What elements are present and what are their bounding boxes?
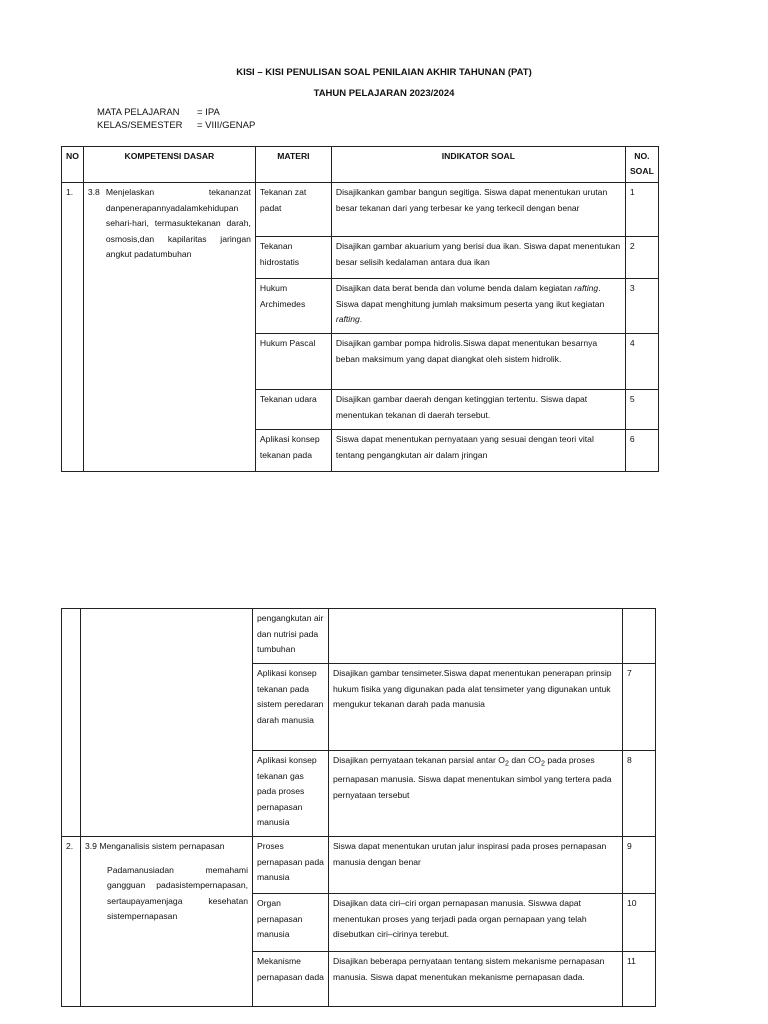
materi-cell: pengangkutan air dan nutrisi pada tumbuhan bbox=[253, 609, 329, 664]
indikator-cell: Disajikan data berat benda dan volume benda dalam kegiatan rafting. Siswa dapat menghitung jumlah maksimum peserta yang ikut kegiatan rafting. bbox=[331, 279, 625, 334]
table-row bbox=[62, 183, 659, 237]
row-number: 2. bbox=[62, 837, 81, 1007]
grid-table-page-2 bbox=[61, 608, 656, 1007]
kd-heading: 3.9 Menganalisis sistem pernapasan bbox=[85, 841, 225, 851]
no-soal-cell: 3 bbox=[625, 279, 658, 334]
materi-cell: Tekanan udara bbox=[255, 390, 331, 430]
indikator-cell: Siswa dapat menentukan urutan jalur inspirasi pada proses pernapasan manusia dengan benar bbox=[329, 837, 623, 894]
indikator-cell: Disajikan gambar tensimeter.Siswa dapat menentukan penerapan prinsip hukum fisika yang digunakan pada alat tensimeter yang digunakan untuk mengukur tekanan darah pada manusia bbox=[329, 664, 623, 751]
indikator-cell: Disajikan data ciri–ciri organ pernapasan manusia. Siswwa dapat menentukan proses yang terjadi pada organ pernapaan yang telah disebutkan ciri–cirinya terebut. bbox=[329, 894, 623, 952]
academic-year: TAHUN PELAJARAN 2023/2024 bbox=[313, 88, 455, 99]
no-soal-cell: 10 bbox=[623, 894, 656, 952]
indikator-cell: Siswa dapat menentukan pernyataan yang sesuai dengan teori vital tentang pengangkutan air dalam jringan bbox=[331, 430, 625, 472]
subject-value: = IPA bbox=[197, 107, 220, 118]
materi-cell: Hukum Archimedes bbox=[255, 279, 331, 334]
class-line bbox=[97, 120, 255, 131]
kd-description: Padamanusiadan memahami gangguan padasistempernapasan, sertaupayamenjaga kesehatan sistempernapasan bbox=[107, 864, 248, 921]
indikator-cell: Disajikan gambar pompa hidrolis.Siswa dapat menentukan besarnya beban maksimum yang dapat diangkat oleh sistem hidrolik. bbox=[331, 334, 625, 390]
indikator-cell: Disajikankan gambar bangun segitiga. Siswa dapat menentukan urutan besar tekanan dari yang terbesar ke yang terkecil dengan benar bbox=[331, 183, 625, 237]
no-soal-cell: 7 bbox=[623, 664, 656, 751]
header-indikator: INDIKATOR SOAL bbox=[331, 147, 625, 183]
no-soal-cell: 5 bbox=[625, 390, 658, 430]
no-soal-cell: 1 bbox=[625, 183, 658, 237]
class-label: KELAS/SEMESTER bbox=[97, 120, 183, 131]
document-title: KISI – KISI PENULISAN SOAL PENILAIAN AKHIR TAHUNAN (PAT) bbox=[236, 67, 532, 78]
materi-cell: Organ pernapasan manusia bbox=[253, 894, 329, 952]
no-soal-cell: 4 bbox=[625, 334, 658, 390]
no-soal-cell: 2 bbox=[625, 237, 658, 279]
header-kompetensi: KOMPETENSI DASAR bbox=[83, 147, 255, 183]
no-soal-cell: 6 bbox=[625, 430, 658, 472]
materi-cell: Tekanan hidrostatis bbox=[255, 237, 331, 279]
no-soal-cell bbox=[623, 609, 656, 664]
indikator-cell: Disajikan beberapa pernyataan tentang sistem mekanisme pernapasan manusia. Siswa dapat menentukan mekanisme pernapasan dada. bbox=[329, 952, 623, 1007]
materi-cell: Hukum Pascal bbox=[255, 334, 331, 390]
no-soal-cell: 11 bbox=[623, 952, 656, 1007]
kompetensi-cell bbox=[83, 183, 255, 472]
materi-cell: Aplikasi konsep tekanan pada bbox=[255, 430, 331, 472]
kompetensi-cell bbox=[81, 609, 253, 837]
kompetensi-cell bbox=[81, 837, 253, 1007]
no-soal-cell: 9 bbox=[623, 837, 656, 894]
table-header-row bbox=[62, 147, 659, 183]
materi-cell: Proses pernapasan pada manusia bbox=[253, 837, 329, 894]
kd-code: 3.8 bbox=[87, 187, 100, 197]
row-number: 1. bbox=[62, 183, 84, 472]
materi-cell: Tekanan zat padat bbox=[255, 183, 331, 237]
header-no: NO bbox=[62, 147, 84, 183]
class-value: = VIII/GENAP bbox=[197, 120, 256, 131]
indikator-cell bbox=[329, 609, 623, 664]
materi-cell: Aplikasi konsep tekanan gas pada proses pernapasan manusia bbox=[253, 751, 329, 837]
subject-label: MATA PELAJARAN bbox=[97, 107, 180, 118]
indikator-cell: Disajikan gambar akuarium yang berisi dua ikan. Siswa dapat menentukan besar selisih kedalaman antara dua ikan bbox=[331, 237, 625, 279]
indikator-cell: Disajikan pernyataan tekanan parsial antar $O_2$ dan $CO_2$ pada proses pernapasan manusia. Siswa dapat menentukan simbol yang tertera pada pernyataan tersebut bbox=[329, 751, 623, 837]
grid-table-page-1 bbox=[61, 146, 659, 472]
no-soal-cell: 8 bbox=[623, 751, 656, 837]
kd-heading: Menjelaskan tekananzat bbox=[105, 187, 251, 197]
materi-cell: Mekanisme pernapasan dada bbox=[253, 952, 329, 1007]
table-row bbox=[62, 837, 656, 894]
indikator-cell: Disajikan gambar daerah dengan ketinggian tertentu. Siswa dapat menentukan tekanan di daerah tersebut. bbox=[331, 390, 625, 430]
header-no-soal: NO. SOAL bbox=[625, 147, 658, 183]
header-materi: MATERI bbox=[255, 147, 331, 183]
subject-line bbox=[97, 107, 220, 118]
materi-cell: Aplikasi konsep tekanan pada sistem peredaran darah manusia bbox=[253, 664, 329, 751]
table-row bbox=[62, 609, 656, 664]
kd-description: danpenerapannyadalamkehidupan sehari-hari, termasuktekanan darah, osmosis,dan kapilaritas jaringan angkut padatumbuhan bbox=[105, 202, 251, 259]
row-number bbox=[62, 609, 81, 837]
